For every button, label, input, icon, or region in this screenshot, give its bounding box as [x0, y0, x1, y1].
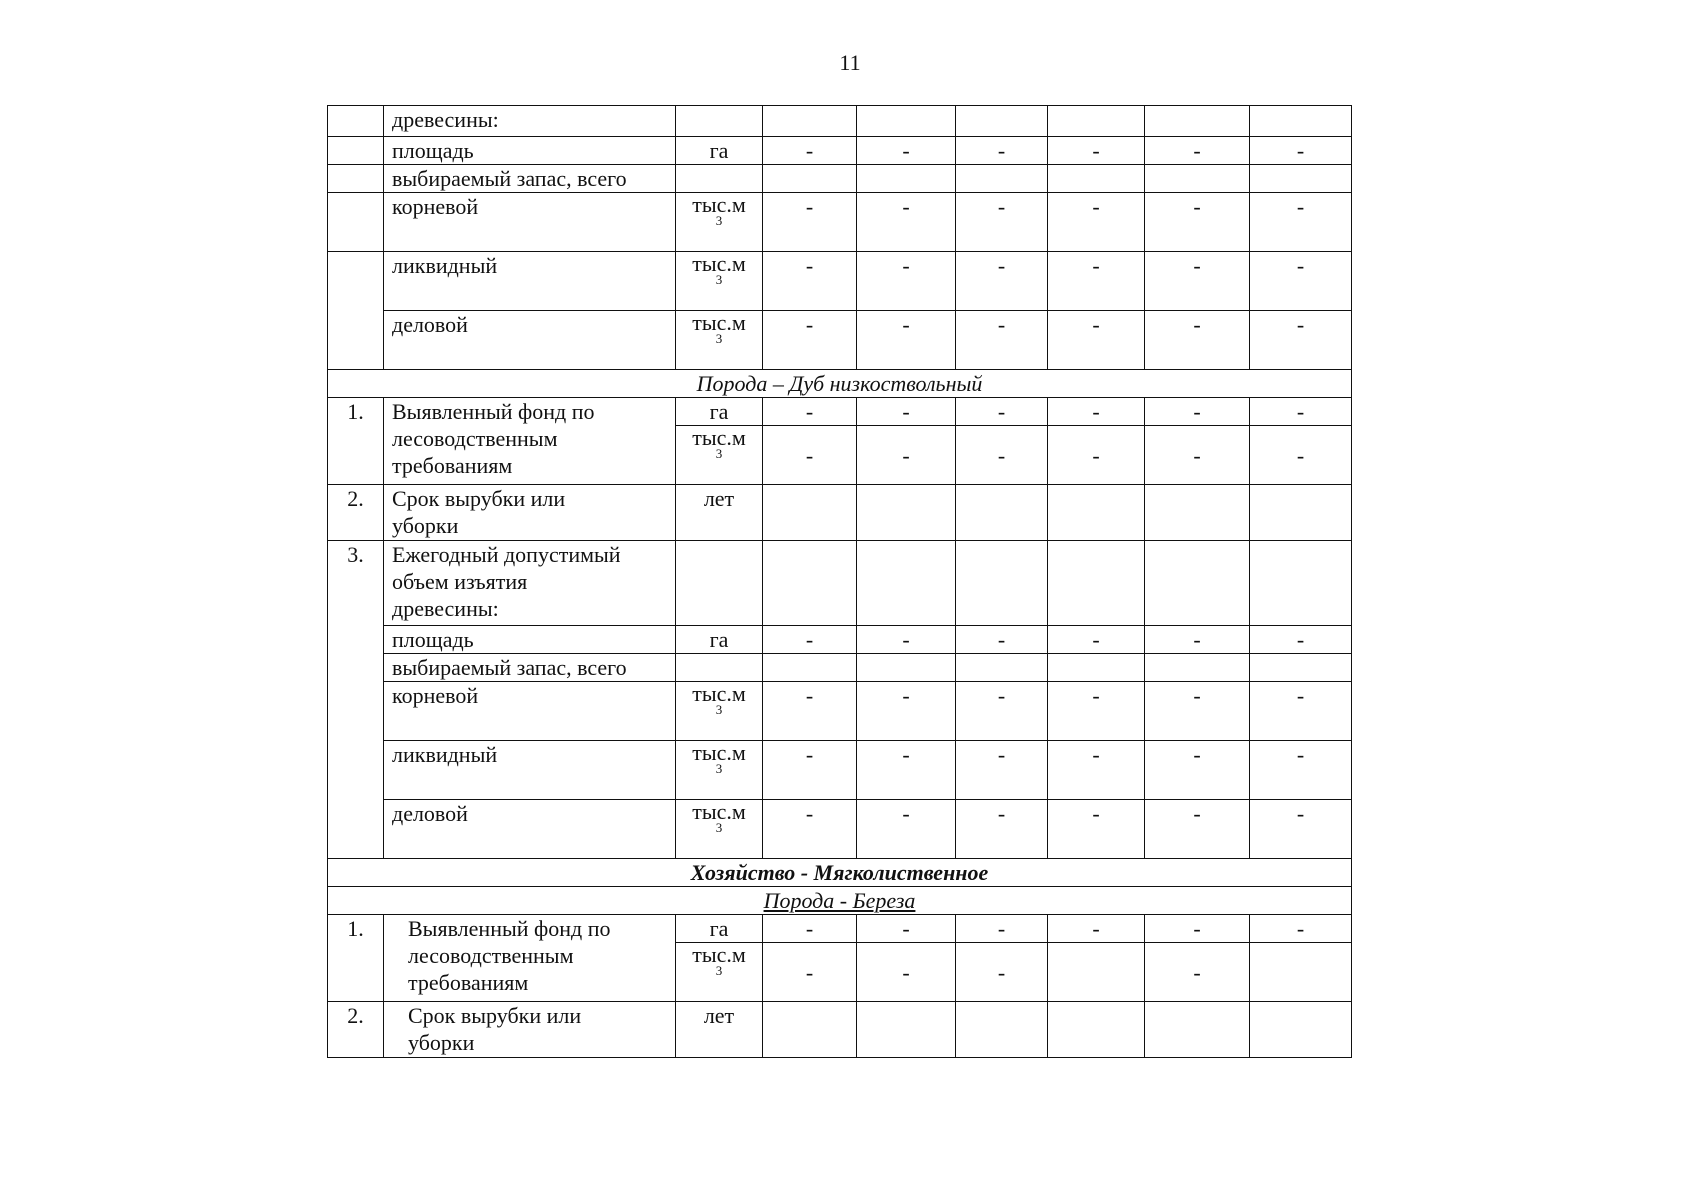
- unit-cell: тыс.м 3: [676, 943, 763, 1002]
- value-cell: [1250, 943, 1352, 1002]
- table-row: [328, 106, 1352, 137]
- row-label: выбираемый запас, всего: [384, 165, 676, 193]
- unit-cell: га: [676, 398, 763, 426]
- table-row: [328, 682, 1352, 741]
- table-row: [328, 311, 1352, 370]
- value-cell: -: [763, 943, 857, 1002]
- value-cell: -: [956, 252, 1048, 311]
- table-row: [328, 800, 1352, 859]
- value-cell: -: [763, 800, 857, 859]
- value-cell: -: [956, 800, 1048, 859]
- section-row: [328, 859, 1352, 887]
- value-cell: -: [857, 682, 956, 741]
- value-cell: -: [956, 682, 1048, 741]
- value-cell: -: [1048, 800, 1145, 859]
- value-cell: -: [1250, 398, 1352, 426]
- row-label: древесины:: [384, 106, 676, 137]
- value-cell: -: [1145, 800, 1250, 859]
- value-cell: -: [1145, 943, 1250, 1002]
- row-label: Срок вырубки или уборки: [384, 1002, 676, 1058]
- row-label: выбираемый запас, всего: [384, 654, 676, 682]
- value-cell: -: [857, 193, 956, 252]
- value-cell: -: [956, 915, 1048, 943]
- unit-cell: га: [676, 137, 763, 165]
- value-cell: -: [1250, 800, 1352, 859]
- unit-cell: тыс.м 3: [676, 193, 763, 252]
- value-cell: -: [1048, 137, 1145, 165]
- value-cell: -: [1250, 626, 1352, 654]
- value-cell: -: [763, 626, 857, 654]
- unit-cell: лет: [676, 1002, 763, 1058]
- row-number: 3.: [328, 541, 384, 859]
- unit-cell: тыс.м 3: [676, 741, 763, 800]
- table-row: [328, 485, 1352, 541]
- value-cell: -: [763, 741, 857, 800]
- value-cell: -: [1145, 682, 1250, 741]
- value-cell: -: [857, 943, 956, 1002]
- row-label: площадь: [384, 626, 676, 654]
- value-cell: -: [1048, 398, 1145, 426]
- value-cell: -: [956, 426, 1048, 485]
- row-label: площадь: [384, 137, 676, 165]
- value-cell: -: [763, 193, 857, 252]
- value-cell: -: [956, 741, 1048, 800]
- value-cell: -: [763, 426, 857, 485]
- value-cell: -: [1048, 311, 1145, 370]
- row-label: Ежегодный допустимый объем изъятия древесины:: [384, 541, 676, 626]
- value-cell: -: [1145, 426, 1250, 485]
- row-label: ликвидный: [384, 741, 676, 800]
- value-cell: -: [1145, 252, 1250, 311]
- value-cell: -: [857, 398, 956, 426]
- row-label: Срок вырубки или уборки: [384, 485, 676, 541]
- table-row: [328, 165, 1352, 193]
- value-cell: -: [857, 311, 956, 370]
- value-cell: -: [956, 137, 1048, 165]
- row-label: деловой: [384, 800, 676, 859]
- value-cell: -: [1048, 682, 1145, 741]
- value-cell: -: [1250, 915, 1352, 943]
- value-cell: -: [956, 193, 1048, 252]
- unit-cell: лет: [676, 485, 763, 541]
- value-cell: -: [1145, 915, 1250, 943]
- row-label: Выявленный фонд по лесоводственным требованиям: [384, 915, 676, 1002]
- value-cell: -: [1145, 137, 1250, 165]
- row-label: корневой: [384, 193, 676, 252]
- value-cell: -: [1145, 193, 1250, 252]
- row-number: 2.: [328, 1002, 384, 1058]
- value-cell: -: [1250, 426, 1352, 485]
- value-cell: -: [1145, 398, 1250, 426]
- value-cell: -: [1250, 137, 1352, 165]
- row-label: ликвидный: [384, 252, 676, 311]
- value-cell: -: [1048, 193, 1145, 252]
- table-row: [328, 1002, 1352, 1058]
- row-number: 1.: [328, 398, 384, 485]
- section-title-birch: Порода - Береза: [328, 887, 1352, 915]
- value-cell: -: [1048, 741, 1145, 800]
- unit-cell: тыс.м 3: [676, 252, 763, 311]
- value-cell: -: [857, 626, 956, 654]
- value-cell: -: [1048, 626, 1145, 654]
- value-cell: -: [857, 800, 956, 859]
- value-cell: -: [857, 741, 956, 800]
- value-cell: -: [763, 682, 857, 741]
- value-cell: -: [956, 626, 1048, 654]
- page-number: 11: [839, 50, 861, 75]
- value-cell: -: [1145, 311, 1250, 370]
- value-cell: -: [956, 311, 1048, 370]
- table-row: [328, 741, 1352, 800]
- row-label: деловой: [384, 311, 676, 370]
- table-row: [328, 626, 1352, 654]
- row-number: 2.: [328, 485, 384, 541]
- table-row: [328, 193, 1352, 252]
- value-cell: -: [956, 398, 1048, 426]
- value-cell: -: [857, 915, 956, 943]
- table-row: [328, 252, 1352, 311]
- section-title-farm: Хозяйство - Мягколиственное: [328, 859, 1352, 887]
- table-row: [328, 654, 1352, 682]
- value-cell: -: [956, 943, 1048, 1002]
- section-row: [328, 370, 1352, 398]
- row-label: корневой: [384, 682, 676, 741]
- table-row: [328, 541, 1352, 626]
- value-cell: -: [857, 252, 956, 311]
- value-cell: -: [857, 137, 956, 165]
- value-cell: -: [1250, 741, 1352, 800]
- value-cell: -: [763, 137, 857, 165]
- forest-use-table: [327, 105, 1352, 1058]
- unit-cell: тыс.м 3: [676, 682, 763, 741]
- value-cell: -: [1048, 426, 1145, 485]
- value-cell: -: [857, 426, 956, 485]
- value-cell: [1048, 943, 1145, 1002]
- value-cell: -: [1250, 311, 1352, 370]
- row-number: 1.: [328, 915, 384, 1002]
- row-label: Выявленный фонд по лесоводственным требованиям: [384, 398, 676, 485]
- unit-cell: га: [676, 915, 763, 943]
- value-cell: -: [1250, 682, 1352, 741]
- value-cell: -: [1048, 252, 1145, 311]
- value-cell: -: [763, 311, 857, 370]
- table-row: [328, 398, 1352, 426]
- table-row: [328, 137, 1352, 165]
- value-cell: -: [763, 252, 857, 311]
- value-cell: -: [1250, 193, 1352, 252]
- value-cell: -: [1145, 626, 1250, 654]
- value-cell: -: [1048, 915, 1145, 943]
- unit-cell: га: [676, 626, 763, 654]
- unit-cell: тыс.м 3: [676, 311, 763, 370]
- value-cell: -: [763, 398, 857, 426]
- value-cell: -: [1250, 252, 1352, 311]
- unit-cell: тыс.м 3: [676, 800, 763, 859]
- table-row: [328, 915, 1352, 943]
- section-row: [328, 887, 1352, 915]
- value-cell: -: [1145, 741, 1250, 800]
- unit-cell: тыс.м 3: [676, 426, 763, 485]
- value-cell: -: [763, 915, 857, 943]
- section-title-dub: Порода – Дуб низкоствольный: [328, 370, 1352, 398]
